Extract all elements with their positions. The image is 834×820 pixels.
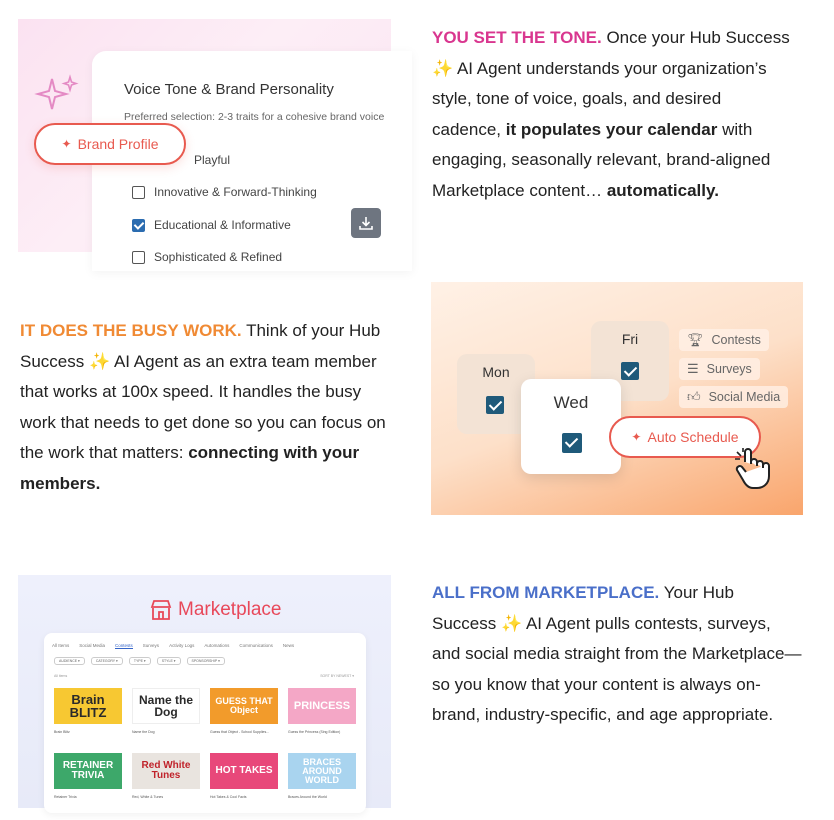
day-card-wed (521, 379, 621, 474)
option-label: Sophisticated & Refined (154, 250, 283, 264)
tile-brain-blitz[interactable] (54, 688, 122, 734)
filter-sponsorship[interactable]: SPONSORSHIP ▾ (187, 657, 225, 665)
feature-contests (679, 329, 769, 351)
thumbs-up-icon: 👍︎ (687, 389, 701, 404)
sort-dropdown[interactable]: SORT BY NEWEST ▾ (320, 674, 354, 678)
tile-name-the-dog[interactable] (132, 688, 200, 734)
trophy-icon: 🏆︎ (687, 332, 704, 347)
section-heading: YOU SET THE TONE. (432, 28, 602, 47)
day-label: Mon (482, 364, 510, 380)
sparkle-icon: ✦ (61, 137, 72, 151)
body-text: AI Agent as an extra team member that works at 100x speed. It handles the busy work that needs to get done so you can focus on the work that matters: (20, 351, 386, 462)
brand-profile-button[interactable] (34, 123, 186, 165)
tile-art: HOT TAKES (210, 753, 278, 789)
tile-caption: Red, White & Tunes (132, 795, 164, 799)
sort-bar (54, 674, 354, 678)
feature-label: Contests (711, 333, 761, 347)
section-you-set-the-tone (432, 23, 792, 206)
tile-guess-that-object[interactable] (210, 688, 278, 734)
auto-schedule-illustration (431, 282, 803, 515)
tile-caption: Name the Dog (132, 730, 155, 734)
tile-caption: Brain Blitz (54, 730, 70, 734)
body-text: AI Agent pulls contests, surveys, and social media straight from the Marketplace—so you know that your content is always on-brand, industry-specific, and age appropriate. (432, 613, 802, 724)
sparkles-icon: ✨ (500, 613, 523, 633)
brand-profile-illustration (18, 19, 391, 264)
sparkles-icon: ✨ (432, 58, 454, 78)
sparkle-icon: ✦ (631, 430, 642, 444)
bold-text: it populates your calendar (505, 119, 718, 139)
tab-automations[interactable]: Automations (204, 643, 230, 648)
day-label: Wed (553, 393, 589, 412)
tile-red-white-tunes[interactable] (132, 753, 200, 799)
tile-caption: Guess that Object - School Supplies... (210, 730, 270, 734)
checkbox-checked[interactable] (562, 433, 582, 453)
tile-hot-takes[interactable] (210, 753, 278, 799)
tab-social-media[interactable]: Social Media (79, 643, 106, 648)
option-innovative[interactable] (132, 185, 317, 199)
filter-category[interactable]: CATEGORY ▾ (91, 657, 123, 665)
section-busy-work (20, 316, 390, 499)
auto-schedule-label: Auto Schedule (647, 429, 739, 445)
body-text: Your Hub Success (432, 583, 734, 633)
section-all-from-marketplace (432, 578, 802, 731)
tile-art: PRINCESS (288, 688, 356, 724)
feature-social-media (679, 386, 788, 408)
marketplace-illustration (18, 575, 391, 808)
tab-communications[interactable]: Communications (239, 643, 273, 648)
tile-caption: Retainer Trivia (54, 795, 77, 799)
tile-art: Red White Tunes (132, 753, 200, 789)
store-icon (150, 600, 172, 620)
filter-style[interactable]: STYLE ▾ (157, 657, 181, 665)
sparkles-icon: ✨ (88, 351, 111, 371)
survey-icon: ☰ (687, 361, 699, 376)
body-text: AI Agent understands your organization’s style, tone of voice, goals, and desired cadence, (432, 58, 767, 139)
feature-label: Social Media (708, 390, 781, 404)
option-sophisticated[interactable] (132, 250, 282, 264)
section-heading: IT DOES THE BUSY WORK. (20, 321, 242, 340)
option-label: Playful (194, 153, 231, 167)
filter-type[interactable]: TYPE ▾ (129, 657, 151, 665)
feature-label: Surveys (706, 362, 752, 376)
tile-art: RETAINER TRIVIA (54, 753, 122, 789)
body-text: Once your Hub Success (601, 28, 790, 47)
body-text: with engaging, seasonally relevant, brand-aligned Marketplace content… (432, 119, 771, 200)
tab-contests[interactable]: Contests (115, 643, 133, 648)
marketplace-heading (150, 599, 282, 621)
tab-activity-logs[interactable]: Activity Logs (169, 643, 195, 648)
bold-text: connecting with your members. (20, 443, 360, 493)
checkbox-checked[interactable] (621, 362, 639, 380)
checkbox-checked[interactable] (486, 396, 504, 414)
body-text: Think of your Hub Success (20, 321, 381, 371)
tab-all-items[interactable]: All Items (52, 643, 70, 648)
tile-art: Name the Dog (132, 688, 200, 724)
tile-art: GUESS THAT Object (210, 688, 278, 724)
section-heading: ALL FROM MARKETPLACE. (432, 583, 660, 602)
checkbox-checked[interactable] (132, 219, 145, 232)
tab-surveys[interactable]: Surveys (142, 643, 160, 648)
bold-text: automatically. (606, 180, 719, 200)
feature-surveys (679, 358, 760, 380)
sparkle-icon (34, 75, 80, 115)
tile-art: BRACES AROUND WORLD (288, 753, 356, 789)
filter-audience[interactable]: AUDIENCE ▾ (54, 657, 85, 665)
brand-profile-label: Brand Profile (77, 136, 159, 152)
tile-princess[interactable] (288, 688, 356, 734)
option-playful[interactable] (194, 153, 230, 167)
option-label: Educational & Informative (154, 218, 291, 232)
tab-news[interactable]: News (282, 643, 295, 648)
tile-retainer-trivia[interactable] (54, 753, 122, 799)
tile-art: Brain BLITZ (54, 688, 122, 724)
checkbox[interactable] (132, 186, 145, 199)
marketplace-title: Marketplace (178, 599, 282, 620)
pointer-hand-icon (733, 448, 773, 490)
item-count: All items (54, 674, 68, 678)
tile-caption: Braces Around the World (288, 795, 327, 799)
download-icon[interactable] (351, 208, 381, 238)
checkbox[interactable] (132, 251, 145, 264)
marketplace-window (44, 633, 366, 813)
tile-caption: Guess the Princess (Sing Edition) (288, 730, 341, 734)
marketplace-tabs (52, 643, 294, 649)
tile-braces-around-world[interactable] (288, 753, 356, 799)
card-title: Voice Tone & Brand Personality (124, 81, 334, 98)
day-label: Fri (621, 331, 639, 347)
option-label: Innovative & Forward-Thinking (154, 185, 317, 199)
option-educational[interactable] (132, 218, 291, 232)
card-subtitle: Preferred selection: 2-3 traits for a cohesive brand voice (124, 111, 385, 123)
tile-caption: Hot Takes & Cool Facts (210, 795, 247, 799)
filter-bar (54, 657, 225, 665)
